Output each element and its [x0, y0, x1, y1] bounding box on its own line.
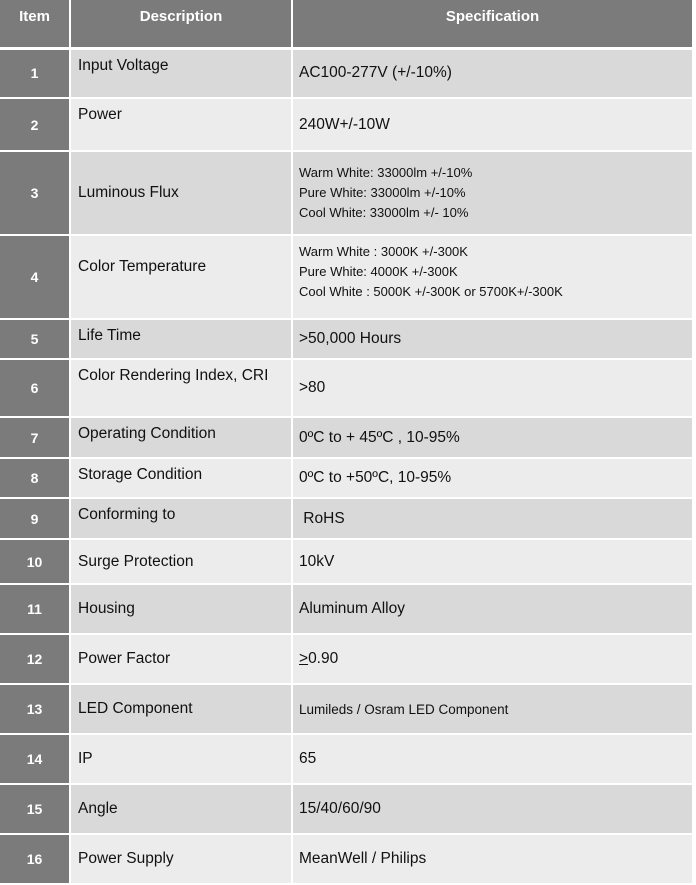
table-row	[0, 359, 692, 417]
specification-cell	[292, 151, 692, 235]
item-number: 2	[0, 98, 70, 151]
specification-cell: Aluminum Alloy	[292, 584, 692, 634]
specification-cell: 65	[292, 734, 692, 784]
table-row	[0, 319, 692, 359]
description-cell: Color Temperature	[70, 235, 292, 319]
description-cell: Angle	[70, 784, 292, 834]
specification-cell	[292, 634, 692, 684]
description-cell: Input Voltage	[70, 48, 292, 98]
table-row	[0, 498, 692, 539]
specification-cell: MeanWell / Philips	[292, 834, 692, 884]
specification-line: Pure White: 4000K +/-300K	[299, 264, 458, 279]
specification-line: Cool White: 33000lm +/- 10%	[299, 205, 469, 220]
item-number: 13	[0, 684, 70, 734]
description-cell: Color Rendering Index, CRI	[70, 359, 292, 417]
specification-cell: Lumileds / Osram LED Component	[292, 684, 692, 734]
item-number: 8	[0, 458, 70, 498]
item-number: 5	[0, 319, 70, 359]
table-row	[0, 784, 692, 834]
header-specification-label: Specification	[445, 8, 540, 25]
description-cell: Conforming to	[70, 498, 292, 539]
description-cell: Power	[70, 98, 292, 151]
greater-equal-sign: >	[299, 650, 309, 667]
header-row	[0, 0, 692, 48]
header-specification	[292, 0, 692, 48]
table-row	[0, 151, 692, 235]
specification-cell: >50,000 Hours	[292, 319, 692, 359]
header-description-label: Description	[139, 8, 223, 25]
description-cell: LED Component	[70, 684, 292, 734]
specification-line: Cool White : 5000K +/-300K or 5700K+/-300K	[299, 284, 563, 299]
item-number: 15	[0, 784, 70, 834]
item-number: 7	[0, 417, 70, 458]
description-cell: Luminous Flux	[70, 151, 292, 235]
description-cell: Life Time	[70, 319, 292, 359]
description-cell: Storage Condition	[70, 458, 292, 498]
table-row	[0, 634, 692, 684]
specification-line: Warm White: 33000lm +/-10%	[299, 165, 473, 180]
table-row	[0, 458, 692, 498]
specification-cell: 15/40/60/90	[292, 784, 692, 834]
description-cell: Surge Protection	[70, 539, 292, 584]
table-row	[0, 539, 692, 584]
table-row	[0, 834, 692, 884]
item-number: 9	[0, 498, 70, 539]
item-number: 16	[0, 834, 70, 884]
description-cell: IP	[70, 734, 292, 784]
specification-cell: 0ºC to + 45ºC , 10-95%	[292, 417, 692, 458]
header-item	[0, 0, 70, 48]
specification-cell: 10kV	[292, 539, 692, 584]
item-number: 10	[0, 539, 70, 584]
item-number: 14	[0, 734, 70, 784]
description-cell: Operating Condition	[70, 417, 292, 458]
specification-line: Pure White: 33000lm +/-10%	[299, 185, 466, 200]
specification-cell: AC100-277V (+/-10%)	[292, 48, 692, 98]
specification-cell: >80	[292, 359, 692, 417]
item-number: 11	[0, 584, 70, 634]
item-number: 4	[0, 235, 70, 319]
item-number: 12	[0, 634, 70, 684]
header-item-label: Item	[19, 8, 50, 25]
table-row	[0, 235, 692, 319]
item-number: 6	[0, 359, 70, 417]
specification-cell: RoHS	[292, 498, 692, 539]
specification-cell	[292, 235, 692, 319]
description-cell: Power Factor	[70, 634, 292, 684]
item-number: 1	[0, 48, 70, 98]
table-row	[0, 98, 692, 151]
table-row	[0, 48, 692, 98]
table-row	[0, 734, 692, 784]
item-number: 3	[0, 151, 70, 235]
description-cell: Power Supply	[70, 834, 292, 884]
specification-line: Warm White : 3000K +/-300K	[299, 244, 468, 259]
specification-cell: 0ºC to +50ºC, 10-95%	[292, 458, 692, 498]
description-cell: Housing	[70, 584, 292, 634]
table-row	[0, 684, 692, 734]
header-description	[70, 0, 292, 48]
specification-value: 0.90	[308, 650, 339, 667]
table-row	[0, 584, 692, 634]
specification-cell: 240W+/-10W	[292, 98, 692, 151]
table-row	[0, 417, 692, 458]
